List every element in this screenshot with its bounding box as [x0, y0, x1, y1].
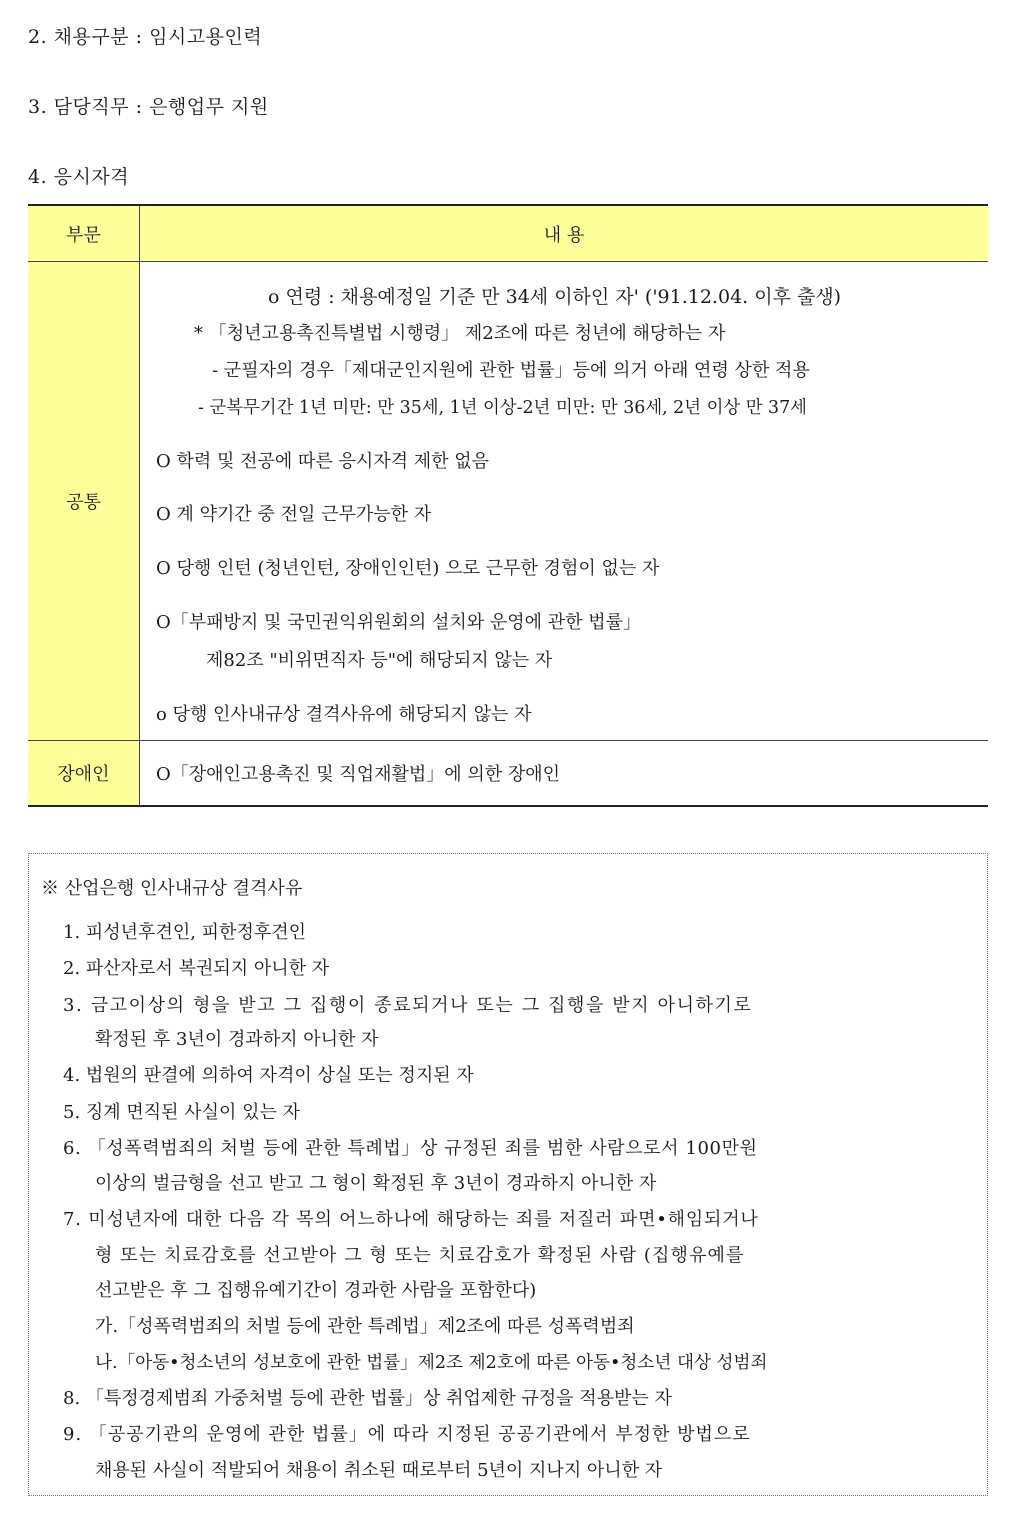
- heading-duty: 3. 담당직무 : 은행업무 지원: [28, 96, 269, 118]
- common-line-education: O 학력 및 전공에 따른 응시자격 제한 없음: [156, 451, 490, 472]
- common-line-anticorruption: O「부패방지 및 국민권익위원회의 설치와 운영에 관한 법률」: [156, 612, 642, 633]
- notice-item-4: 4. 법원의 판결에 의하여 자격이 상실 또는 정지된 자: [63, 1065, 474, 1086]
- category-disabled: 장애인: [28, 741, 140, 805]
- header-content-label: 내 용: [543, 224, 585, 246]
- notice-item-9-cont: 채용된 사실이 적발되어 채용이 취소된 때로부터 5년이 지나지 아니한 자: [95, 1460, 663, 1481]
- common-line-intern: O 당행 인턴 (청년인턴, 장애인인턴) 으로 근무한 경험이 없는 자: [156, 558, 660, 579]
- common-line-service-period: - 군복무기간 1년 미만: 만 35세, 1년 이상-2년 미만: 만 36세, 2년 이상 만 37세: [198, 398, 807, 418]
- notice-item-5: 5. 징계 면직된 사실이 있는 자: [63, 1102, 301, 1123]
- disabled-content: [140, 741, 988, 805]
- header-content: [140, 206, 988, 261]
- notice-item-6-cont: 이상의 벌금형을 선고 받고 그 형이 확정된 후 3년이 경과하지 아니한 자: [95, 1173, 657, 1194]
- common-line-fulltime: O 계 약기간 중 전일 근무가능한 자: [156, 504, 432, 525]
- common-line-age: o 연령 : 채용예정일 기준 만 34세 이하인 자' ('91.12.04. 이후 출생): [268, 286, 842, 308]
- notice-item-3-cont: 확정된 후 3년이 경과하지 아니한 자: [95, 1029, 379, 1050]
- common-line-disqualification: o 당행 인사내규상 결격사유에 해당되지 않는 자: [156, 704, 532, 725]
- notice-title: ※ 산업은행 인사내규상 결격사유: [41, 878, 303, 899]
- notice-item-6: 6. 「성폭력범죄의 처벌 등에 관한 특례법」상 규정된 죄를 범한 사람으로서 100만원: [63, 1138, 758, 1159]
- notice-item-8: 8. 「특정경제범죄 가중처벌 등에 관한 법률」상 취업제한 규정을 적용받는 자: [63, 1388, 672, 1409]
- common-content: [140, 262, 988, 740]
- notice-item-7: 7. 미성년자에 대한 다음 각 목의 어느하나에 해당하는 죄를 저질러 파면•해임되거나: [63, 1209, 759, 1230]
- disqualification-notice: [28, 853, 988, 1496]
- table-row-common: [28, 262, 988, 741]
- notice-item-7-b: 나.「아동•청소년의 성보호에 관한 법률」제2조 제2호에 따른 아동•청소년 대상 성범죄: [95, 1353, 768, 1373]
- notice-item-7-a: 가.「성폭력범죄의 처벌 등에 관한 특례법」제2조에 따른 성폭력범죄: [95, 1316, 635, 1337]
- qualification-table: [28, 204, 988, 807]
- table-row-disabled: [28, 741, 988, 805]
- notice-item-9: 9. 「공공기관의 운영에 관한 법률」에 따라 지정된 공공기관에서 부정한 방법으로: [63, 1424, 751, 1445]
- table-header-row: [28, 206, 988, 262]
- heading-qualifications: 4. 응시자격: [28, 166, 130, 188]
- common-line-article82: 제82조 "비위면직자 등"에 해당되지 않는 자: [206, 650, 553, 671]
- notice-item-2: 2. 파산자로서 복권되지 아니한 자: [63, 958, 330, 979]
- notice-item-7-cont2: 선고받은 후 그 집행유예기간이 경과한 사람을 포함한다): [95, 1280, 537, 1301]
- header-category: 부문: [28, 206, 140, 261]
- notice-item-3: 3. 금고이상의 형을 받고 그 집행이 종료되거나 또는 그 집행을 받지 아니하기로: [63, 995, 753, 1016]
- common-line-veteran: - 군필자의 경우「제대군인지원에 관한 법률」등에 의거 아래 연령 상한 적용: [212, 360, 810, 381]
- notice-item-1: 1. 피성년후견인, 피한정후견인: [63, 922, 306, 943]
- disabled-content-text: O「장애인고용촉진 및 직업재활법」에 의한 장애인: [156, 764, 561, 785]
- heading-employment-type: 2. 채용구분 : 임시고용인력: [28, 26, 263, 48]
- category-common: 공통: [28, 262, 140, 740]
- common-line-youth: * 「청년고용촉진특별법 시행령」 제2조에 따른 청년에 해당하는 자: [194, 323, 726, 344]
- notice-item-7-cont1: 형 또는 치료감호를 선고받아 그 형 또는 치료감호가 확정된 사람 (집행유예를: [95, 1245, 745, 1266]
